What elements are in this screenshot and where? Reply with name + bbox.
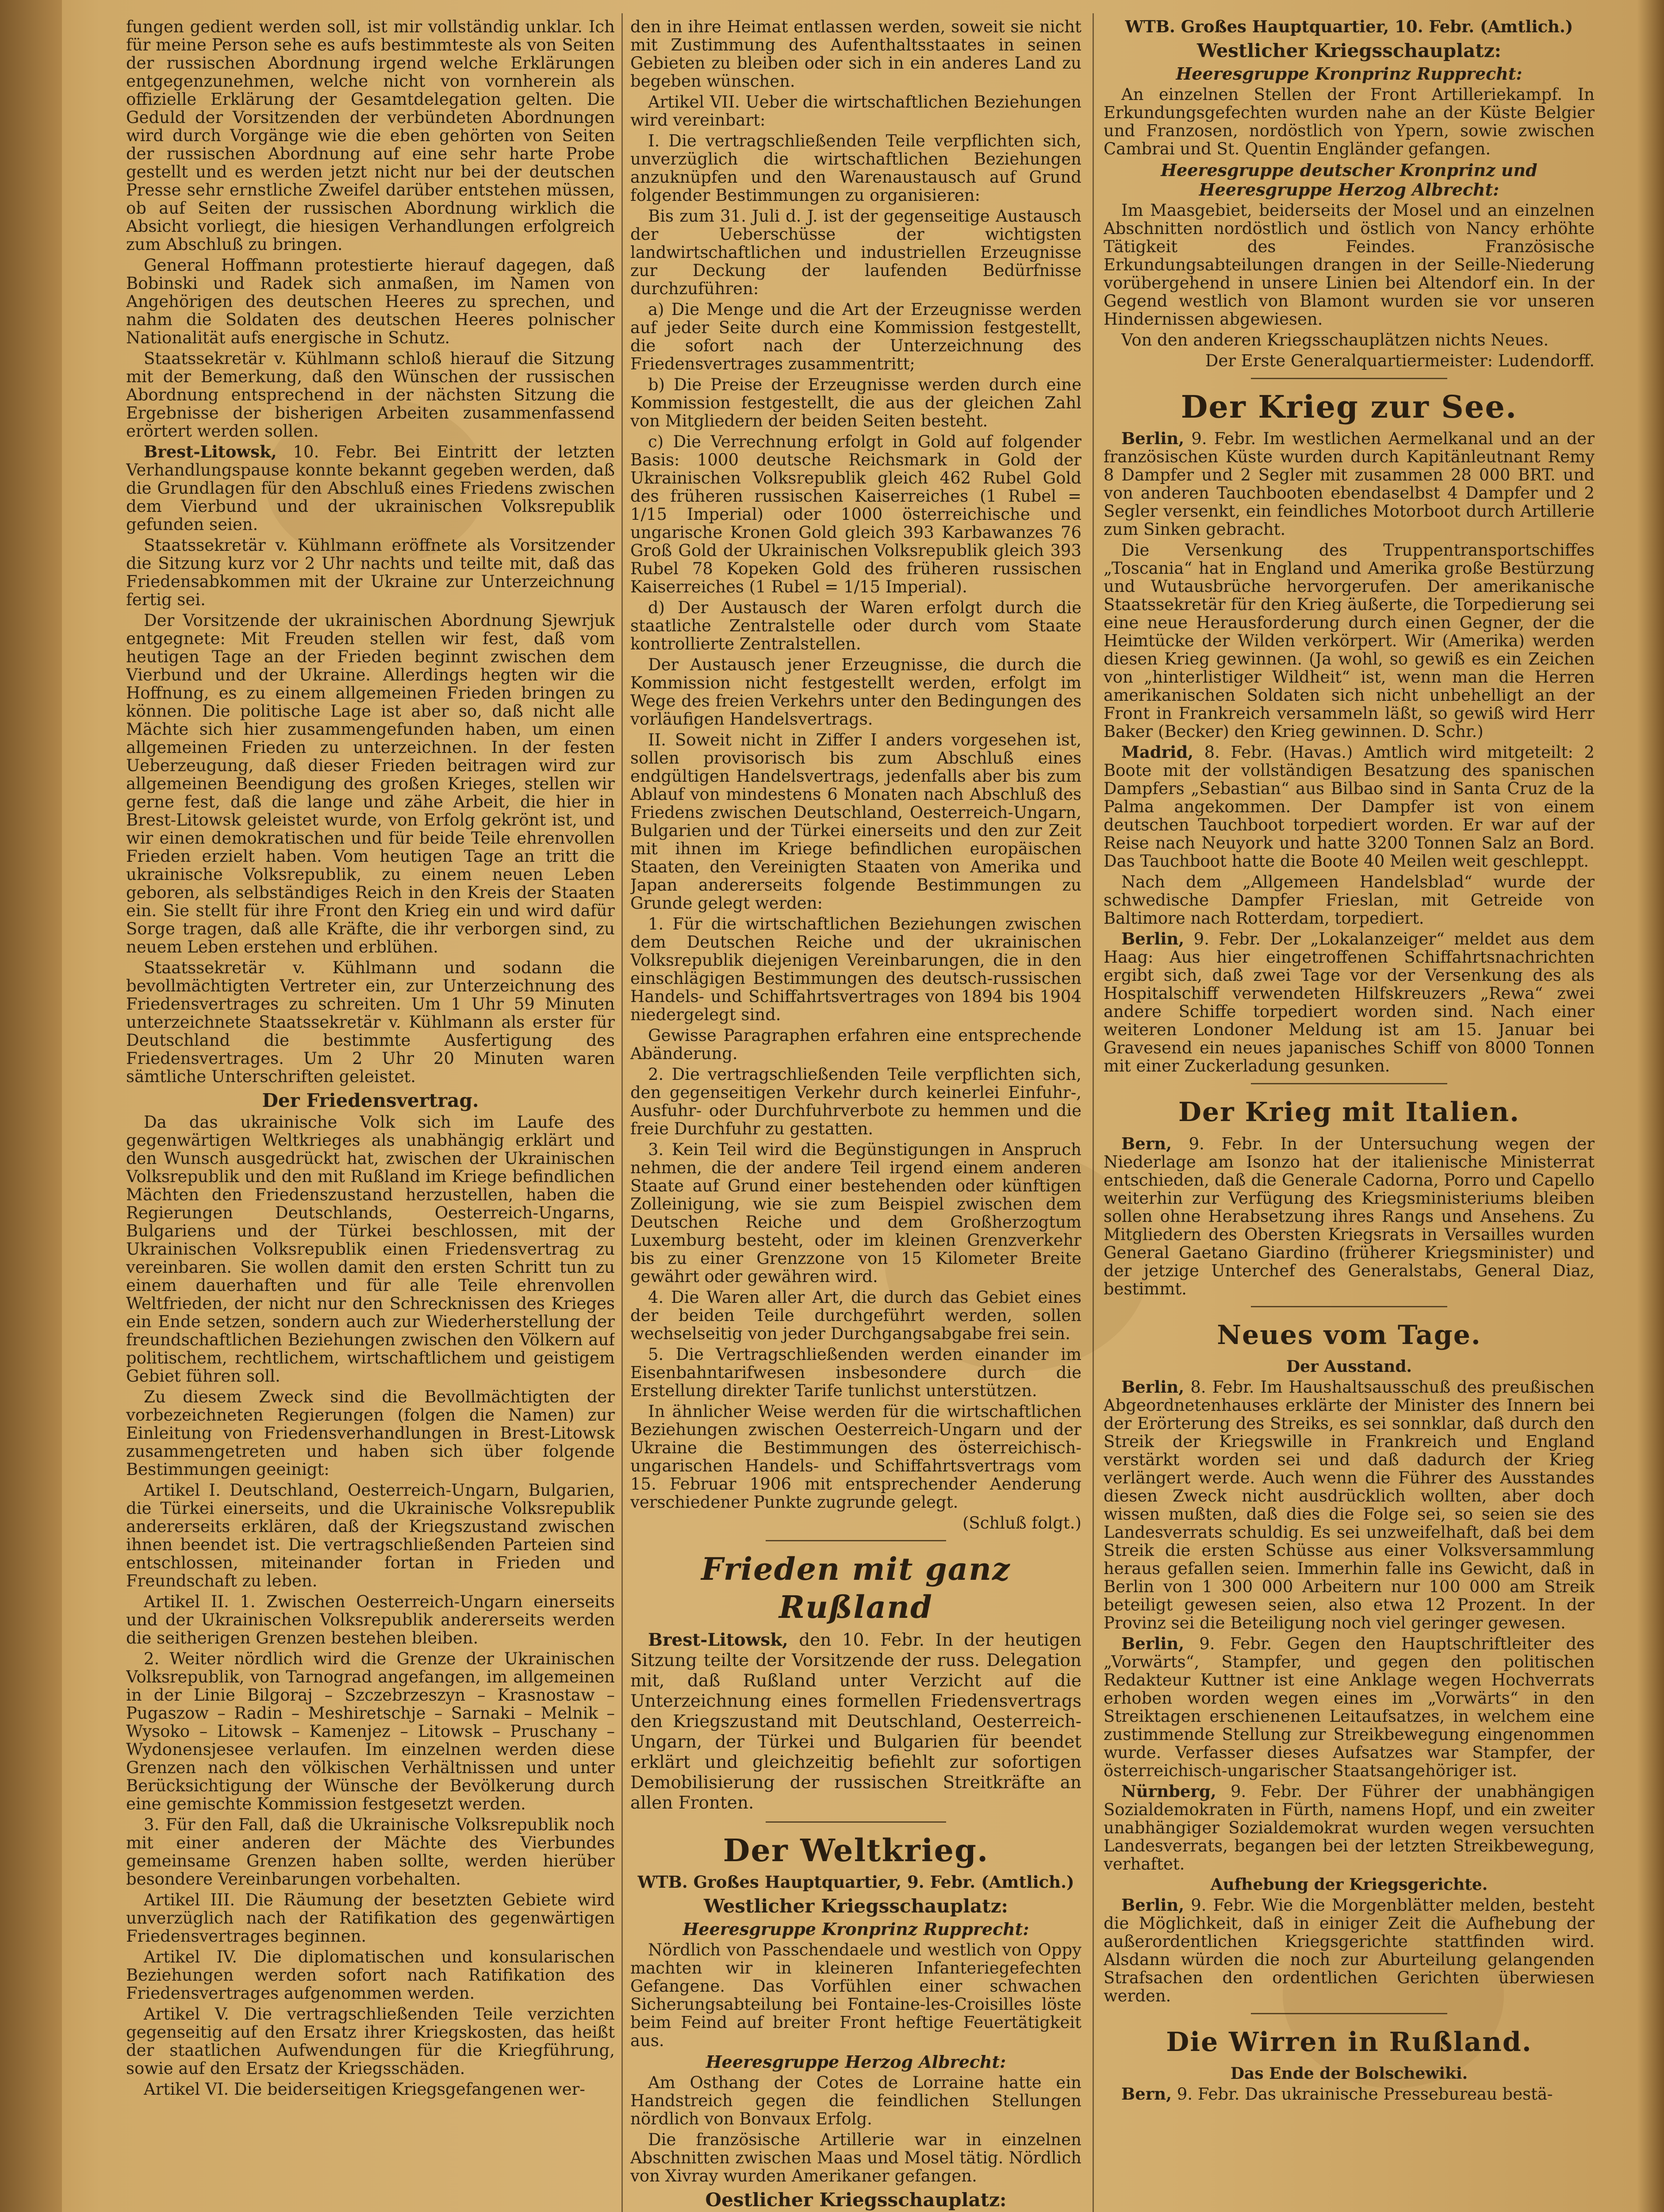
headline: Der Krieg zur See.: [1181, 388, 1518, 425]
dateline: Berlin,: [1121, 1377, 1185, 1397]
paragraph: a) Die Menge und die Art der Erzeugnisse werden auf jeder Seite durch eine Kommission festgestellt, die sofort nach der Unterzeichnung des Friedensvertrages zusammentritt;: [630, 300, 1081, 373]
column-2: [630, 18, 1081, 2212]
headline: Der Weltkrieg.: [723, 1832, 989, 1869]
dateline: WTB. Großes Hauptquartier, 9. Febr. (Amtlich.): [637, 1872, 1074, 1892]
paragraph: Staatssekretär v. Kühlmann eröffnete als Vorsitzender die Sitzung kurz vor 2 Uhr nachts und teilte mit, daß das Friedensabkommen mit der Ukraine zur Unterzeichnung fertig sei.: [126, 536, 615, 609]
continued-note: (Schluß folgt.): [962, 1513, 1081, 1532]
paragraph: Berlin, 9. Febr. Im westlichen Aermelkanal und an der französischen Küste wurden durch Kapitänleutnant Remy 8 Dampfer und 2 Segler mit zusammen 28 000 BRT. und von anderen Tauchbooten ebendaselbst 4 Dampfer und 2 Segler versenkt, ein feindliches Motorboot durch Artillerie zum Sinken gebracht.: [1104, 429, 1595, 539]
paragraph: Die französische Artillerie war in einzelnen Abschnitten zwischen Maas und Mosel tätig. Nördlich von Xivray wurden Amerikaner gefangen.: [630, 2130, 1081, 2185]
paragraph: Da das ukrainische Volk sich im Laufe des gegenwärtigen Weltkrieges als unabhängig erklärt und den Wunsch ausgedrückt hat, zwischen der Ukrainischen Volksrepublik und den mit Rußland im Kriege befindlichen Mächten den Friedenszustand herzustellen, haben die Regierungen Deutschlands, Oesterreich-Ungarns, Bulgariens und der Türkei beschlossen, mit der Ukrainischen Volksrepublik einen Friedensvertrag zu vereinbaren. Sie wollen damit den ersten Schritt tun zu einem dauerhaften und für alle Teile ehrenvollen Weltfrieden, der nicht nur den Schrecknissen des Krieges ein Ende setzen, sondern auch zur Wiederherstellung der freundschaftlichen Beziehungen zwischen den Völkern auf politischem, rechtlichem, wirtschaftlichem und geistigem Gebiet führen soll.: [126, 1113, 615, 1386]
column-3: [1104, 18, 1595, 2212]
section-heading: Westlicher Kriegsschauplatz:: [1196, 40, 1502, 61]
page-edge-right: [1637, 0, 1664, 2212]
section-heading: Westlicher Kriegsschauplatz:: [703, 1895, 1008, 1917]
paragraph: Nördlich von Passchendaele und westlich von Oppy machten wir in kleineren Infanteriegefechten Gefangene. Das Vorfühlen einer schwachen Sicherungsabteilung bei Fontaine-les-Croisilles löste beim Feind auf breiter Front heftige Feuertätigkeit aus.: [630, 1940, 1081, 2050]
column-rule: [1093, 13, 1094, 2212]
paragraph: Berlin, 8. Febr. Im Haushaltsausschuß des preußischen Abgeordnetenhauses erklärte der Minister des Innern bei der Erörterung des Streiks, es sei sonnklar, daß durch den Streik der Kriegswille in Frankreich und England verstärkt worden sei und daß dadurch der Krieg verlängert werde. Auch wenn die Führer des Ausstandes diesen Zweck nicht ausdrücklich wollten, aber doch wissen mußten, daß dies die Folge sei, so seien sie des Landesverrats schuldig. Es sei unzweifelhaft, daß bei dem Streik die ersten Schüsse aus einer Volksversammlung heraus gefallen seien. Immerhin falle ins Gewicht, daß in Berlin von 1 300 000 Arbeitern nur 100 000 am Streik beteiligt gewesen seien, also etwa 12 Prozent. In der Provinz sei die Beteiligung noch viel geringer gewesen.: [1104, 1377, 1595, 1632]
paragraph: Zu diesem Zweck sind die Bevollmächtigten der vorbezeichneten Regierungen (folgen die Namen) zur Einleitung von Friedensverhandlungen in Brest-Litowsk zusammengetreten und haben sich über folgende Bestimmungen geeinigt:: [126, 1387, 615, 1479]
dateline: Berlin,: [1121, 929, 1185, 949]
paragraph: Berlin, 9. Febr. Wie die Morgenblätter melden, besteht die Möglichkeit, daß in einiger Zeit die Aufhebung der außerordentlichen Kriegsgerichte stattfinden wird. Alsdann würden die noch zur Aburteilung gelangenden Strafsachen den ordentlichen Gerichten überwiesen werden.: [1104, 1895, 1595, 2005]
separator: [766, 1821, 946, 1823]
headline: Frieden mit ganz Rußland: [701, 1551, 1011, 1625]
section-heading: Oestlicher Kriegsschauplatz:: [705, 2189, 1007, 2211]
headline: Neues vom Tage.: [1217, 1320, 1481, 1351]
paragraph: Staatssekretär v. Kühlmann schloß hierauf die Sitzung mit der Bemerkung, daß den Wünschen der russischen Abordnung entsprechend in der nächsten Sitzung die Ergebnisse der bisherigen Arbeiten zusammenfassend erörtert werden sollen.: [126, 349, 615, 441]
dateline: Bern,: [1121, 1134, 1172, 1153]
paragraph: Artikel I. Deutschland, Oesterreich-Ungarn, Bulgarien, die Türkei einerseits, und die Ukrainische Volksrepublik andererseits erklären, daß der Kriegszustand zwischen ihnen beendet ist. Die vertragschließenden Parteien sind entschlossen, miteinander fortan in Frieden und Freundschaft zu leben.: [126, 1481, 615, 1590]
paragraph: Gewisse Paragraphen erfahren eine entsprechende Abänderung.: [630, 1026, 1081, 1063]
paragraph: 2. Weiter nördlich wird die Grenze der Ukrainischen Volksrepublik, von Tarnograd angefangen, im allgemeinen in der Linie Bilgoraj – Szczebrzeszyn – Krasnostaw – Pugaszow – Radin – Meshiretschje – Sarnaki – Melnik – Wysoko – Litowsk – Kamenjez – Litowsk – Pruschany – Wydonensjesee verlaufen. Im einzelnen werden diese Grenzen nach den völkischen Verhältnissen und unter Berücksichtigung der Wünsche der Bevölkerung durch eine gemischte Kommission festgesetzt werden.: [126, 1649, 615, 1813]
paragraph: Brest-Litowsk, 10. Febr. Bei Eintritt der letzten Verhandlungspause konnte bekannt gegeben werden, daß die Grundlagen für den Abschluß eines Friedens zwischen dem Vierbund und der ukrainischen Volksrepublik gefunden seien.: [126, 442, 615, 534]
paragraph: den in ihre Heimat entlassen werden, soweit sie nicht mit Zustimmung des Aufenthaltsstaates in seinen Gebieten zu bleiben oder sich in ein anderes Land zu begeben wünschen.: [630, 18, 1081, 91]
sub-heading: Heeresgruppe deutscher Kronprinz und Heeresgruppe Herzog Albrecht:: [1161, 160, 1537, 200]
section-heading: Der Friedensvertrag.: [262, 1090, 479, 1111]
paragraph: General Hoffmann protestierte hierauf dagegen, daß Bobinski und Radek sich anmaßen, im Namen von Angehörigen des deutschen Heeres zu sprechen, und nahm die Soldaten des deutschen Heeres polnischer Nationalität aufs energische in Schutz.: [126, 256, 615, 347]
headline: Die Wirren in Rußland.: [1166, 2027, 1532, 2058]
sub-heading: Heeresgruppe Kronprinz Rupprecht:: [1176, 64, 1522, 84]
paragraph: fungen gedient werden soll, ist mir vollständig unklar. Ich für meine Person sehe es aufs bestimmteste als von Seiten der russischen Abordnung irgend welche Erklärungen entgegenzunehmen, welche nicht von vornherein als offizielle Erklärung der Gesamtdelegation gelten. Die Geduld der Vorsitzenden der verbündeten Abordnungen wird durch Vorgänge wie die eben gehörten von Seiten der russischen Abordnung auf eine sehr harte Probe gestellt und es werden jetzt nicht nur bei der deutschen Presse sehr ernstliche Zweifel darüber entstehen müssen, ob auf Seiten der russischen Abordnung wirklich die Absicht vorliegt, die hiesigen Verhandlungen erfolgreich zum Abschluß zu bringen.: [126, 18, 615, 254]
dateline: Madrid,: [1121, 742, 1194, 762]
sub-heading: Aufhebung der Kriegsgerichte.: [1210, 1875, 1488, 1894]
paragraph: Madrid, 8. Febr. (Havas.) Amtlich wird mitgeteilt: 2 Boote mit der vollständigen Besatzung des spanischen Dampfers „Sebastian“ aus Bilbao sind in Santa Cruz de la Palma angekommen. Der Dampfer ist von einem deutschen Tauchboot torpediert worden. Er war auf der Reise nach Neuyork und hatte 3200 Tonnen Salz an Bord. Das Tauchboot hatte die Boote 40 Meilen weit geschleppt.: [1104, 742, 1595, 871]
paragraph: Nach dem „Allgemeen Handelsblad“ wurde der schwedische Dampfer Frieslan, mit Getreide von Baltimore nach Rotterdam, torpediert.: [1104, 872, 1595, 928]
paragraph: Artikel II. 1. Zwischen Oesterreich-Ungarn einerseits und der Ukrainischen Volksrepublik andererseits werden die seitherigen Grenzen bestehen bleiben.: [126, 1592, 615, 1647]
paragraph: Brest-Litowsk, den 10. Febr. In der heutigen Sitzung teilte der Vorsitzende der russ. Delegation mit, daß Rußland unter Verzicht auf die Unterzeichnung eines formellen Friedensvertrags den Kriegszustand mit Deutschland, Oesterreich-Ungarn, der Türkei und Bulgarien für beendet erklärt und gleichzeitig befiehlt zur sofortigen Demobilisierung der russischen Streitkräfte an allen Fronten.: [630, 1630, 1081, 1813]
paragraph: 5. Die Vertragschließenden werden einander im Eisenbahntarifwesen insbesondere durch die Erstellung direkter Tarife tunlichst unterstützen.: [630, 1345, 1081, 1400]
paragraph: d) Der Austausch der Waren erfolgt durch die staatliche Zentralstelle oder durch vom Staate kontrollierte Zentralstellen.: [630, 598, 1081, 653]
dateline: Berlin,: [1121, 1634, 1185, 1653]
paragraph: Die Versenkung des Truppentransportschiffes „Toscania“ hat in England und Amerika große Bestürzung und Wutausbrüche hervorgerufen. Der amerikanische Staatssekretär für den Krieg äußerte, die Torpedierung sei eine neue Herausforderung durch einen Gegner, der die Heimtücke der Wilden verkörpert. Wir (Amerika) werden diesen Krieg gewinnen. (Ja wohl, so gewiß es ein Zeichen von „hinterlistiger Wildheit“ ist, wenn man die Herren amerikanischen Soldaten sich nicht unbehelligt an der Front in Frankreich versammeln läßt, so gewiß wird Herr Baker (Becker) den Krieg gewinnen. D. Schr.): [1104, 541, 1595, 741]
dateline: Berlin,: [1121, 1895, 1185, 1915]
paragraph: Nürnberg, 9. Febr. Der Führer der unabhängigen Sozialdemokraten in Fürth, namens Hopf, und ein zweiter unabhängiger Sozialdemokrat wurden wegen versuchten Landesverrats, begangen bei der letzten Streikbewegung, verhaftet.: [1104, 1782, 1595, 1874]
paragraph: Artikel VII. Ueber die wirtschaftlichen Beziehungen wird vereinbart:: [630, 92, 1081, 130]
paragraph: Im Maasgebiet, beiderseits der Mosel und an einzelnen Abschnitten nordöstlich und östlich von Nancy erhöhte Tätigkeit des Feindes. Französische Erkundungsabteilungen drangen in der Seille-Niederung vorübergehend in unsere Linien bei Altendorf ein. In der Gegend westlich von Blamont wurden sie vor unseren Hindernissen abgewiesen.: [1104, 201, 1595, 329]
paragraph: 3. Kein Teil wird die Begünstigungen in Anspruch nehmen, die der andere Teil irgend einem anderen Staate auf Grund einer bestehenden oder künftigen Zolleinigung, wie sie zum Beispiel zwischen dem Deutschen Reiche und dem Großherzogtum Luxemburg besteht, oder im kleinen Grenzverkehr bis zu einer Grenzzone von 15 Kilometer Breite gewährt oder gewähren wird.: [630, 1140, 1081, 1286]
paragraph: Artikel VI. Die beiderseitigen Kriegsgefangenen wer-: [144, 2080, 585, 2099]
signature-line: Der Erste Generalquartiermeister: Ludendorff.: [1205, 351, 1595, 370]
paragraph: Bern, 9. Febr. Das ukrainische Pressebureau bestä-: [1121, 2084, 1553, 2104]
separator: [1251, 2013, 1447, 2014]
paragraph: Staatssekretär v. Kühlmann und sodann die bevollmächtigten Vertreter ein, zur Unterzeichnung des Friedensvertrages zu schreiten. Um 1 Uhr 59 Minuten unterzeichnete Staatssekretär v. Kühlmann als erster für Deutschland die bestimmte Ausfertigung des Friedensvertrages. Um 2 Uhr 20 Minuten waren sämtliche Unterschriften geleistet.: [126, 958, 615, 1086]
separator: [1251, 1306, 1447, 1307]
paragraph: Berlin, 9. Febr. Gegen den Hauptschriftleiter des „Vorwärts“, Stampfer, und gegen den politischen Redakteur Kuttner ist eine Anklage wegen Hochverrats erhoben worden wegen eines im „Vorwärts“ in den Streiktagen erschienenen Leitaufsatzes, in welchem eine zustimmende Stellung zur Streikbewegung eingenommen wurde. Verfasser dieses Aufsatzes war Stampfer, der österreichisch-ungarischer Staatsangehöriger ist.: [1104, 1634, 1595, 1780]
column-1: [126, 18, 615, 2212]
dateline: Brest-Litowsk,: [144, 442, 277, 461]
paragraph: c) Die Verrechnung erfolgt in Gold auf folgender Basis: 1000 deutsche Reichsmark in Gold der Ukrainischen Volksrepublik gleich 462 Rubel Gold des früheren russischen Kaiserreiches (1 Rubel = 1/15 Imperial) oder 1000 österreichische und ungarische Kronen Gold gleich 393 Karbawanzes 76 Groß Gold der Ukrainischen Volksrepublik gleich 393 Rubel 78 Kopeken Gold des früheren russischen Kaiserreiches (1 Rubel = 1/15 Imperial).: [630, 432, 1081, 596]
paragraph: I. Die vertragschließenden Teile verpflichten sich, unverzüglich die wirtschaftlichen Beziehungen anzuknüpfen und den Warenaustausch auf Grund folgender Bestimmungen zu organisieren:: [630, 131, 1081, 205]
separator: [766, 1540, 946, 1541]
paragraph: An einzelnen Stellen der Front Artilleriekampf. In Erkundungsgefechten wurden nahe an der Küste Belgier und Franzosen, nordöstlich von Ypern, sowie zwischen Cambrai und St. Quentin Engländer gefangen.: [1104, 85, 1595, 158]
paragraph: II. Soweit nicht in Ziffer I anders vorgesehen ist, sollen provisorisch bis zum Abschluß eines endgültigen Handelsvertrags, jedenfalls aber bis zum Ablauf von mindestens 6 Monaten nach Abschluß des Friedens zwischen Deutschland, Oesterreich-Ungarn, Bulgarien und der Türkei einerseits und den zur Zeit mit ihnen im Kriege befindlichen europäischen Staaten, den Vereinigten Staaten von Amerika und Japan andererseits folgende Bestimmungen zu Grunde gelegt werden:: [630, 730, 1081, 913]
dateline: Bern,: [1121, 2084, 1172, 2104]
paragraph: 2. Die vertragschließenden Teile verpflichten sich, den gegenseitigen Verkehr durch keinerlei Einfuhr-, Ausfuhr- oder Durchfuhrverbote zu hemmen und die freie Durchfuhr zu gestatten.: [630, 1065, 1081, 1138]
sub-heading: Das Ende der Bolschewiki.: [1230, 2064, 1468, 2083]
paragraph: Der Austausch jener Erzeugnisse, die durch die Kommission nicht festgestellt werden, erfolgt im Wege des freien Verkehrs unter den Bedingungen des vorläufigen Handelsvertrags.: [630, 655, 1081, 729]
paragraph: 4. Die Waren aller Art, die durch das Gebiet eines der beiden Teile durchgeführt werden, sollen wechselseitig von jeder Durchgangsabgabe frei sein.: [630, 1288, 1081, 1343]
paragraph: Berlin, 9. Febr. Der „Lokalanzeiger“ meldet aus dem Haag: Aus hier eingetroffenen Schiffahrtsnachrichten ergibt sich, daß zwei Tage vor der Versenkung des als Hospitalschiff verwendeten Hilfskreuzers „Rewa“ zwei andere Schiffe torpediert worden sind. Nach einer weiteren Londoner Meldung ist am 15. Januar bei Gravesend ein neues japanisches Schiff von 8000 Tonnen mit einer Zuckerladung gesunken.: [1104, 929, 1595, 1075]
paragraph: In ähnlicher Weise werden für die wirtschaftlichen Beziehungen zwischen Oesterreich-Ungarn und der Ukraine die Bestimmungen des österreichisch-ungarischen Handels- und Schiffahrtsvertrags vom 15. Februar 1906 mit entsprechender Aenderung verschiedener Punkte zugrunde gelegt.: [630, 1402, 1081, 1512]
sub-heading: Heeresgruppe Kronprinz Rupprecht:: [682, 1919, 1029, 1939]
paragraph: Von den anderen Kriegsschauplätzen nichts Neues.: [1121, 330, 1549, 349]
paragraph: Artikel V. Die vertragschließenden Teile verzichten gegenseitig auf den Ersatz ihrer Kriegskosten, das heißt der staatlichen Aufwendungen für die Kriegführung, sowie auf den Ersatz der Kriegsschäden.: [126, 2005, 615, 2078]
paragraph: Am Osthang der Cotes de Lorraine hatte ein Handstreich gegen die feindlichen Stellungen nördlich von Bonvaux Erfolg.: [630, 2073, 1081, 2128]
separator: [1251, 1083, 1447, 1084]
dateline: Berlin,: [1121, 429, 1185, 448]
paragraph: b) Die Preise der Erzeugnisse werden durch eine Kommission festgestellt, die aus der gleichen Zahl von Mitgliedern der beiden Seiten besteht.: [630, 375, 1081, 430]
dateline: Nürnberg,: [1121, 1782, 1216, 1801]
headline: Der Krieg mit Italien.: [1178, 1097, 1520, 1128]
paragraph: Bis zum 31. Juli d. J. ist der gegenseitige Austausch der Ueberschüsse der wichtigsten landwirtschaftlichen und industriellen Erzeugnisse zur Deckung der laufenden Bedürfnisse durchzuführen:: [630, 207, 1081, 298]
sub-heading: Der Ausstand.: [1286, 1357, 1412, 1376]
binding-edge: [0, 0, 62, 2212]
paragraph: Artikel III. Die Räumung der besetzten Gebiete wird unverzüglich nach der Ratifikation des gegenwärtigen Friedensvertrages beginnen.: [126, 1890, 615, 1946]
paragraph: 3. Für den Fall, daß die Ukrainische Volksrepublik noch mit einer anderen der Mächte des Vierbundes gemeinsame Grenzen haben sollte, werden hierüber besondere Vereinbarungen vorbehalten.: [126, 1815, 615, 1889]
sub-heading: Heeresgruppe Herzog Albrecht:: [705, 2052, 1006, 2072]
paragraph: Der Vorsitzende der ukrainischen Abordnung Sjewrjuk entgegnete: Mit Freuden stellen wir fest, daß vom heutigen Tage an der Frieden beginnt zwischen dem Vierbund und der Ukraine. Allerdings hegten wir die Hoffnung, es zu einem allgemeinen Frieden bringen zu können. Die politische Lage ist aber so, daß nicht alle Mächte sich hier zusammengefunden haben, um einen allgemeinen Frieden zu unterzeichnen. In der festen Ueberzeugung, daß dieser Frieden beitragen wird zur allgemeinen Beendigung des großen Krieges, stellen wir gerne fest, daß die lange und zähe Arbeit, die hier in Brest-Litowsk geleistet wurde, von Erfolg gekrönt ist, und wir einen demokratischen und für beide Teile ehrenvollen Frieden erzielt haben. Vom heutigen Tage an tritt die ukrainische Volksrepublik, zu einem neuen Leben geboren, als selbständiges Reich in den Kreis der Staaten ein. Sie stellt für ihre Front den Krieg ein und wird dafür Sorge tragen, daß alle Kräfte, die ihr verborgen sind, zu neuem Leben erstehen und erblühen.: [126, 611, 615, 956]
dateline: WTB. Großes Hauptquartier, 10. Febr. (Amtlich.): [1125, 18, 1573, 36]
dateline: Brest-Litowsk,: [648, 1630, 788, 1650]
paragraph: Bern, 9. Febr. In der Untersuchung wegen der Niederlage am Isonzo hat der italienische Ministerrat entschieden, daß die Generale Cadorna, Porro und Capello weiterhin zur Verfügung des Kriegsministeriums bleiben sollen ohne Herabsetzung ihres Rangs und Ansehens. Zu Mitgliedern des Obersten Kriegsrats in Versailles wurden General Gaetano Giardino (früherer Kriegsminister) und der jetzige Unterchef des Generalstabs, General Diaz, bestimmt.: [1104, 1134, 1595, 1298]
column-rule: [621, 13, 623, 2212]
paragraph: 1. Für die wirtschaftlichen Beziehungen zwischen dem Deutschen Reiche und der ukrainischen Volksrepublik diejenigen Vereinbarungen, die in den einschlägigen Bestimmungen des deutsch-russischen Handels- und Schiffahrtsvertrages von 1894 bis 1904 niedergelegt sind.: [630, 914, 1081, 1024]
paragraph: Artikel IV. Die diplomatischen und konsularischen Beziehungen werden sofort nach Ratifikation des Friedensvertrages aufgenommen werden.: [126, 1947, 615, 2003]
separator: [1251, 378, 1447, 379]
